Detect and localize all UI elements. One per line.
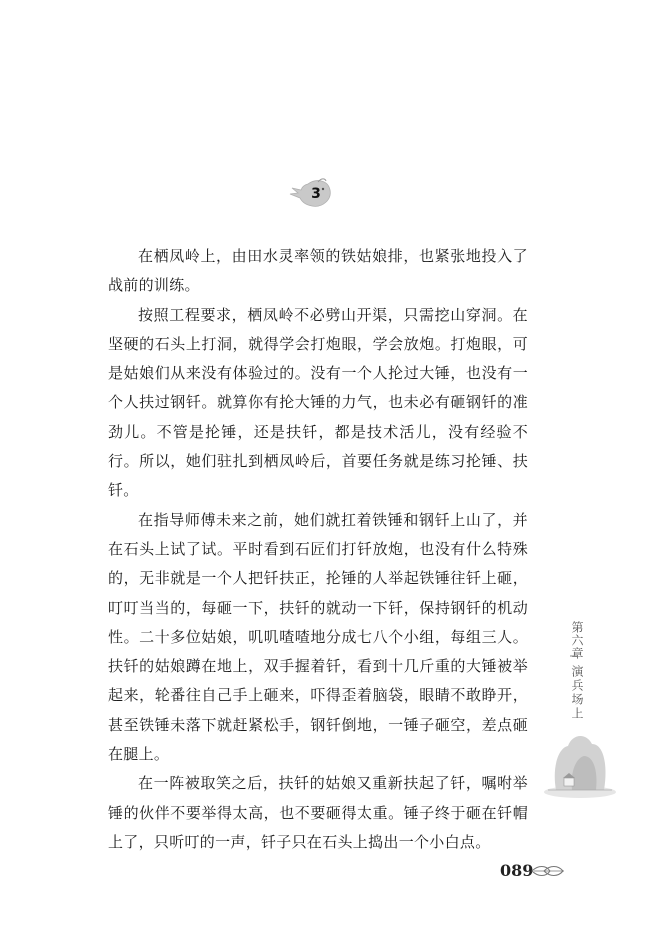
page-number: 089 <box>500 861 534 880</box>
landscape-icon <box>542 728 618 800</box>
paragraph: 在一阵被取笑之后，扶钎的姑娘又重新扶起了钎，嘱咐举锤的伙伴不要举得太高，也不要砸得太重。锤子终于砸在钎帽上了，只听叮的一声，钎子只在石头上捣出一个小白点。 <box>108 774 528 851</box>
body-text <box>108 242 528 857</box>
chapter-label: 第六章 <box>570 621 584 660</box>
leaf-ornament-icon <box>530 862 566 880</box>
section-number: 3 <box>311 186 321 202</box>
paragraph: 在指导师傅未来之前，她们就扛着铁锤和钢钎上山了，并在石头上试了试。平时看到石匠们打钎放炮，也没有什么特殊的，无非就是一个人把钎扶正，抡锤的人举起铁锤往钎上砸，叮叮当当的，每砸一下，扶钎的就动一下钎，保持钢钎的机动性。二十多位姑娘，叽叽喳喳地分成七八个小组，每组三人。扶钎的姑娘蹲在地上，双手握着钎，看到十几斤重的大锤被举起来，轮番往自己手上砸来，吓得歪着脑袋，眼睛不敢睁开，甚至铁锤未落下就赶紧松手，钢钎倒地，一锤子砸空，差点砸在腿上。 <box>108 510 528 764</box>
paragraph: 在栖凤岭上，由田水灵率领的铁姑娘排，也紧张地投入了战前的训练。 <box>108 247 528 295</box>
paragraph: 按照工程要求，栖凤岭不必劈山开渠，只需挖山穿洞。在坚硬的石头上打洞，就得学会打炮眼，学会放炮。打炮眼，可是姑娘们从来没有体验过的。没有一个人抡过大锤，也没有一个人扶过钢钎。就算你有抡大锤的力气，也未必有砸钢钎的准劲儿。不管是抡锤，还是扶钎，都是技术活儿，没有经验不行。所以，她们驻扎到栖凤岭后，首要任务就是练习抡锤、扶钎。 <box>108 305 528 500</box>
divider-icon <box>567 648 581 662</box>
chapter-title: 演兵场上 <box>570 665 584 721</box>
